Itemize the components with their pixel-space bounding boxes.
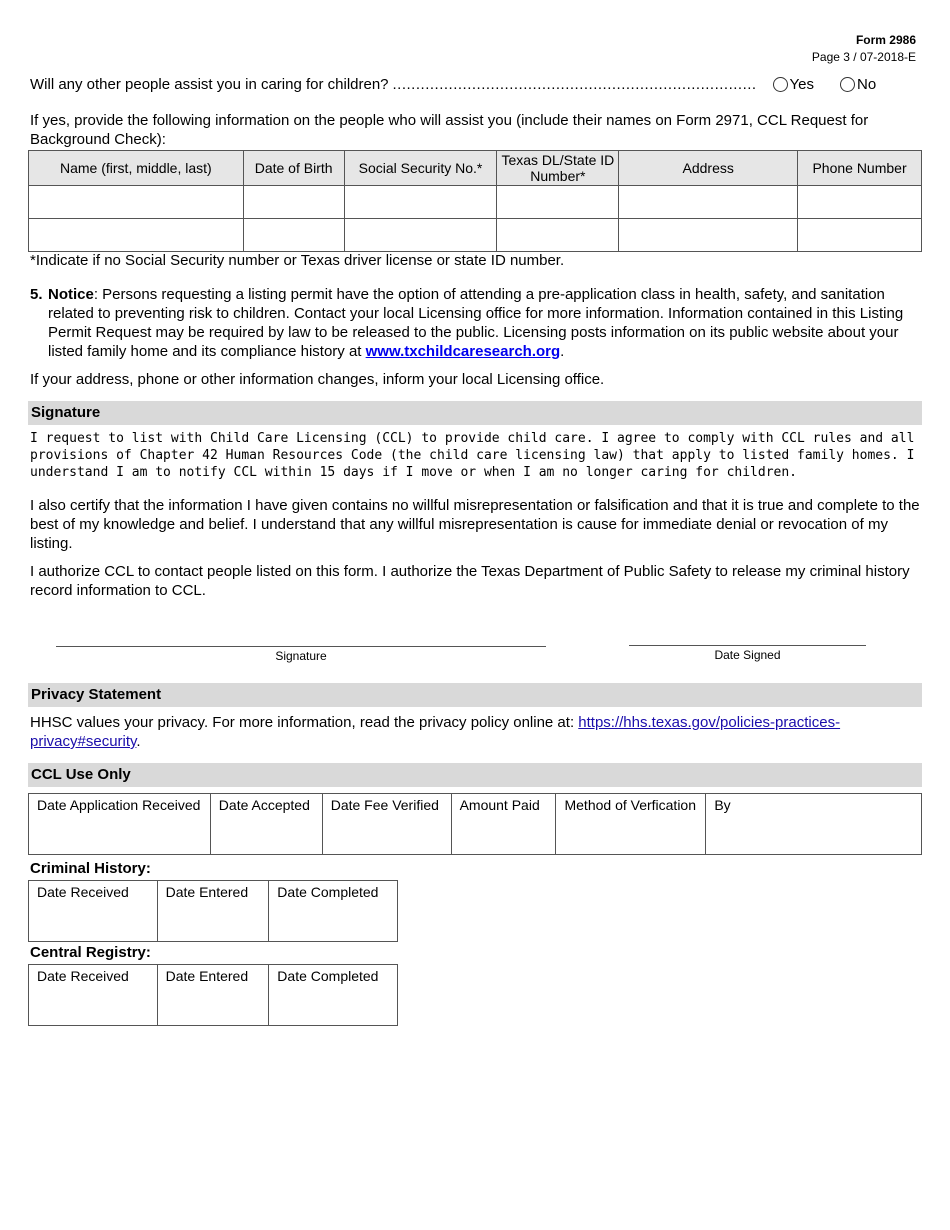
cell-input[interactable] xyxy=(798,219,922,252)
notice-item xyxy=(30,285,920,361)
col-header-dob: Date of Birth xyxy=(243,151,344,186)
radio-yes[interactable] xyxy=(773,76,814,93)
cell-input[interactable] xyxy=(344,186,497,219)
cell-input[interactable] xyxy=(243,219,344,252)
col-header-address: Address xyxy=(619,151,798,186)
table-row xyxy=(29,965,398,1026)
ccl-date-fee-verified[interactable]: Date Fee Verified xyxy=(322,794,451,855)
ccl-by[interactable]: By xyxy=(706,794,922,855)
col-header-ssn: Social Security No.* xyxy=(344,151,497,186)
table-row xyxy=(29,186,922,219)
criminal-date-received[interactable]: Date Received xyxy=(29,881,158,942)
radio-no[interactable] xyxy=(840,76,876,93)
notice-end: . xyxy=(560,343,565,360)
criminal-date-completed[interactable]: Date Completed xyxy=(269,881,398,942)
signature-para-3: I authorize CCL to contact people listed on this form. I authorize the Texas Department of Public Safety to release my criminal history record information to CCL. xyxy=(30,563,910,599)
privacy-section-title: Privacy Statement xyxy=(31,686,162,703)
cell-input[interactable] xyxy=(497,219,619,252)
cell-input[interactable] xyxy=(29,219,244,252)
radio-yes-circle[interactable] xyxy=(773,77,788,92)
cell-input[interactable] xyxy=(798,186,922,219)
notice-body xyxy=(48,285,920,361)
registry-date-received[interactable]: Date Received xyxy=(29,965,158,1026)
criminal-date-entered[interactable]: Date Entered xyxy=(157,881,269,942)
radio-yes-label: Yes xyxy=(789,76,814,93)
date-signed-line[interactable] xyxy=(629,645,866,646)
page-info: Page 3 / 07-2018-E xyxy=(811,50,916,64)
leader-dots: .............................................................................. xyxy=(392,76,757,93)
ccl-use-table xyxy=(28,793,922,855)
cell-input[interactable] xyxy=(344,219,497,252)
notice-label: Notice xyxy=(48,286,94,303)
cell-input[interactable] xyxy=(619,219,798,252)
ccl-use-section-header xyxy=(28,763,922,787)
assist-instructions: If yes, provide the following information on the people who will assist you (include their names on Form 2971, CCL Request for Background Check): xyxy=(30,112,869,148)
col-header-dl: Texas DL/State ID Number* xyxy=(497,151,619,186)
privacy-end: . xyxy=(136,733,141,750)
ccl-use-title: CCL Use Only xyxy=(31,766,131,783)
ccl-method-of-verification[interactable]: Method of Verfication xyxy=(556,794,706,855)
address-change-note: If your address, phone or other information changes, inform your local Licensing office. xyxy=(30,371,605,388)
signature-label: Signature xyxy=(275,649,327,663)
col-header-name: Name (first, middle, last) xyxy=(29,151,244,186)
cell-input[interactable] xyxy=(619,186,798,219)
signature-section-header xyxy=(28,401,922,425)
privacy-statement: HHSC values your privacy. For more information, read the privacy policy online at: xyxy=(30,714,579,731)
central-registry-table xyxy=(28,964,398,1026)
signature-para-2: I also certify that the information I have given contains no willful misrepresentation or falsification and that it is true and complete to the best of my knowledge and belief. I understand that any willful misrepresentation is cause for immediate denial or revocation of my listing. xyxy=(30,497,920,552)
ccl-date-application-received[interactable]: Date Application Received xyxy=(29,794,211,855)
signature-para-1: I request to list with Child Care Licensing (CCL) to provide child care. I agree to comply with CCL rules and all provisions of Chapter 42 Human Resources Code (the child care licensing law) that apply to listed family homes. I understand I am to notify CCL within 15 days if I move or when I am no longer caring for children. xyxy=(30,431,915,480)
table-row xyxy=(29,881,398,942)
txchildcaresearch-link[interactable]: www.txchildcaresearch.org xyxy=(365,343,561,360)
form-header xyxy=(812,32,916,66)
notice-text: : Persons requesting a listing permit have the option of attending a pre-application class in health, safety, and sanitation related to preventing risk to children. Contact your local Licensing office for more information. Information contained in this Listing Permit Request may be required by law to be released to the public. Licensing posts information on its public website about your listed family home and its compliance history at xyxy=(48,286,904,360)
table-row xyxy=(29,794,922,855)
notice-number: 5. xyxy=(30,286,43,303)
criminal-history-heading: Criminal History: xyxy=(30,860,151,877)
signature-line[interactable] xyxy=(56,646,546,647)
assist-question: Will any other people assist you in caring for children? xyxy=(30,76,389,93)
registry-date-completed[interactable]: Date Completed xyxy=(269,965,398,1026)
signature-section-title: Signature xyxy=(31,404,101,421)
cell-input[interactable] xyxy=(243,186,344,219)
registry-date-entered[interactable]: Date Entered xyxy=(157,965,269,1026)
table-row xyxy=(29,219,922,252)
table-header-row xyxy=(29,151,922,186)
privacy-section-header xyxy=(28,683,922,707)
cell-input[interactable] xyxy=(497,186,619,219)
ccl-date-accepted[interactable]: Date Accepted xyxy=(210,794,322,855)
assist-question-row xyxy=(30,76,920,93)
form-number: Form 2986 xyxy=(855,33,916,47)
date-signed-label: Date Signed xyxy=(714,648,781,662)
central-registry-heading: Central Registry: xyxy=(30,944,151,961)
assistants-table xyxy=(28,150,922,252)
footnote: *Indicate if no Social Security number or Texas driver license or state ID number. xyxy=(30,252,565,269)
privacy-text xyxy=(30,713,920,751)
col-header-phone: Phone Number xyxy=(798,151,922,186)
cell-input[interactable] xyxy=(29,186,244,219)
radio-no-label: No xyxy=(857,76,877,93)
criminal-history-table xyxy=(28,880,398,942)
ccl-amount-paid[interactable]: Amount Paid xyxy=(451,794,556,855)
privacy-policy-link[interactable]: https://hhs.texas.gov/policies-practices-privacy#security xyxy=(30,714,841,750)
radio-no-circle[interactable] xyxy=(840,77,855,92)
